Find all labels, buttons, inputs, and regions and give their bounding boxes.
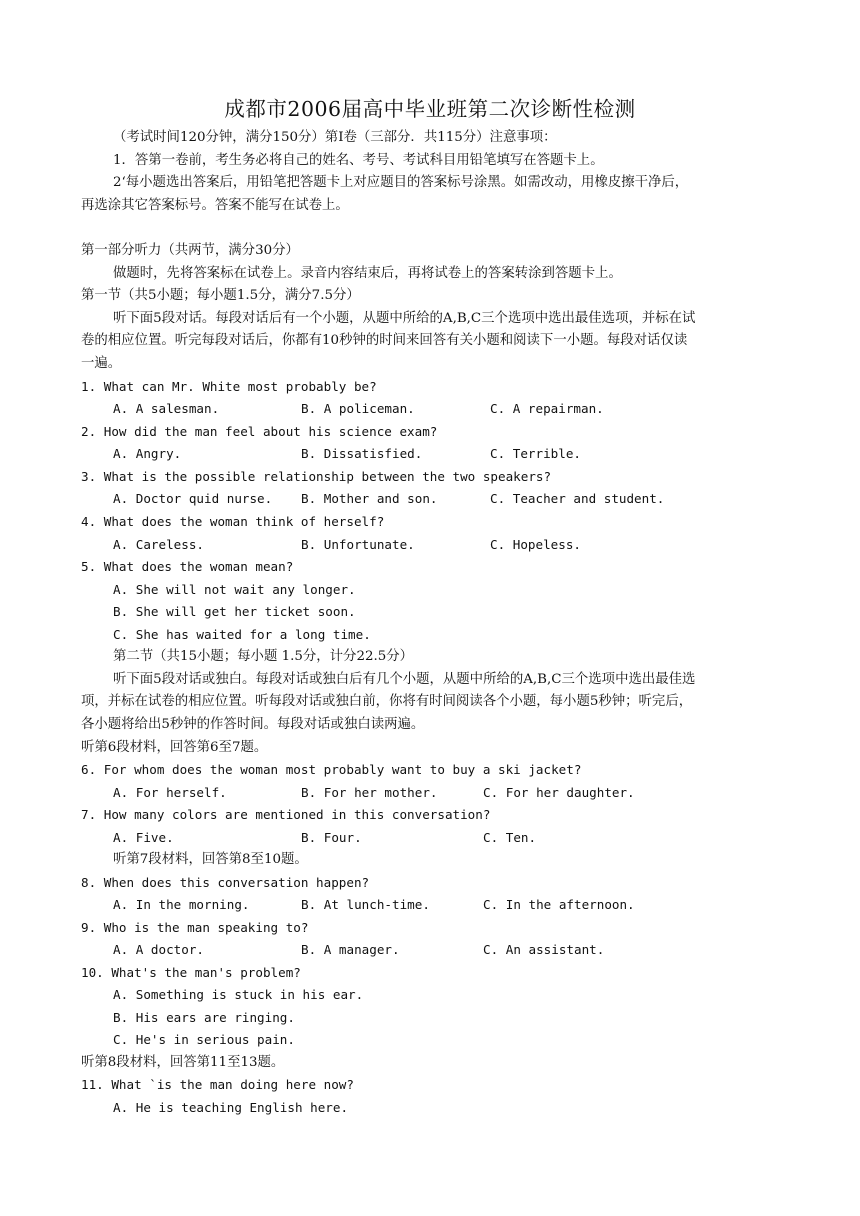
question-6-option-a: A. For herself. [113, 785, 227, 800]
question-3-option-c: C. Teacher and student. [490, 491, 665, 506]
question-4-stem: 4. What does the woman think of herself? [81, 514, 385, 529]
question-1-stem: 1. What can Mr. White most probably be? [81, 379, 377, 394]
section1-instruction-2: 卷的相应位置。听完每段对话后，你都有10秒钟的时间来回答有关小题和阅读下一小题。每段对话仅读 [81, 333, 688, 348]
question-7-stem: 7. How many colors are mentioned in this conversation? [81, 807, 491, 822]
question-7-option-a: A. Five. [113, 830, 174, 845]
question-5-stem: 5. What does the woman mean? [81, 559, 294, 574]
question-8-option-b: B. At lunch-time. [301, 897, 430, 912]
question-6-stem: 6. For whom does the woman most probably want to buy a ski jacket? [81, 762, 582, 777]
question-9-option-a: A. A doctor. [113, 942, 204, 957]
part1-instruction: 做题时，先将答案标在试卷上。录音内容结束后，再将试卷上的答案转涂到答题卡上。 [113, 266, 622, 281]
question-11-option-a: A. He is teaching English here. [113, 1100, 349, 1115]
exam-info: （考试时间120分钟，满分150分）第Ⅰ卷（三部分．共115分）注意事项： [113, 130, 557, 145]
question-9-stem: 9. Who is the man speaking to? [81, 920, 309, 935]
question-6-option-b: B. For her mother. [301, 785, 438, 800]
question-4-option-a: A. Careless. [113, 537, 204, 552]
note-2-line-2: 再选涂其它答案标号。答案不能写在试卷上。 [81, 198, 349, 213]
note-1: 1．答第一卷前，考生务必将自己的姓名、考号、考试科目用铅笔填写在答题卡上。 [113, 153, 604, 168]
section2-heading: 第二节（共15小题；每小题 1.5分，计分22.5分） [113, 649, 414, 664]
question-9-option-c: C. An assistant. [483, 942, 605, 957]
question-1-option-b: B. A policeman. [301, 401, 415, 416]
question-2-stem: 2. How did the man feel about his science exam? [81, 424, 438, 439]
question-2-option-c: C. Terrible. [490, 446, 581, 461]
question-2-option-b: B. Dissatisfied. [301, 446, 423, 461]
question-10-stem: 10. What's the man's problem? [81, 965, 301, 980]
section2-instruction-1: 听下面5段对话或独白。每段对话或独白后有几个小题，从题中所给的A,B,C三个选项中选出最佳选 [113, 672, 696, 687]
question-5-option-c: C. She has waited for a long time. [113, 627, 371, 642]
section1-heading: 第一节（共5小题；每小题1.5分，满分7.5分） [81, 288, 360, 303]
section1-instruction-1: 听下面5段对话。每段对话后有一个小题，从题中所给的A,B,C三个选项中选出最佳选项，并标在试 [113, 311, 696, 326]
question-4-option-c: C. Hopeless. [490, 537, 581, 552]
question-3-option-b: B. Mother and son. [301, 491, 438, 506]
section2-instruction-3: 各小题将给出5秒钟的作答时间。每段对话或独白读两遍。 [81, 717, 425, 732]
part1-heading: 第一部分听力（共两节，满分30分） [81, 243, 299, 258]
question-3-stem: 3. What is the possible relationship between the two speakers? [81, 469, 552, 484]
section2-instruction-2: 项，并标在试卷的相应位置。听每段对话或独白前，你将有时间阅读各个小题，每小题5秒钟；听完后， [81, 694, 693, 709]
note-2-line-1: 2‘每小题选出答案后，用铅笔把答题卡上对应题目的答案标号涂黑。如需改动，用橡皮擦干净后， [113, 175, 689, 190]
question-10-option-b: B. His ears are ringing. [113, 1010, 295, 1025]
question-8-stem: 8. When does this conversation happen? [81, 875, 370, 890]
question-4-option-b: B. Unfortunate. [301, 537, 415, 552]
question-8-option-c: C. In the afternoon. [483, 897, 635, 912]
question-5-option-a: A. She will not wait any longer. [113, 582, 356, 597]
question-1-option-c: C. A repairman. [490, 401, 604, 416]
question-2-option-a: A. Angry. [113, 446, 182, 461]
material-8-heading: 听第8段材料，回答第11至13题。 [81, 1055, 285, 1070]
question-8-option-a: A. In the morning. [113, 897, 250, 912]
question-9-option-b: B. A manager. [301, 942, 400, 957]
question-10-option-a: A. Something is stuck in his ear. [113, 987, 364, 1002]
question-11-stem: 11. What `is the man doing here now? [81, 1077, 354, 1092]
exam-title: 成都市2006届高中毕业班第二次诊断性检测 [224, 97, 636, 121]
question-7-option-b: B. Four. [301, 830, 362, 845]
material-7-heading: 听第7段材料，回答第8至10题。 [113, 852, 308, 867]
material-6-heading: 听第6段材料，回答第6至7题。 [81, 740, 268, 755]
question-1-option-a: A. A salesman. [113, 401, 220, 416]
question-7-option-c: C. Ten. [483, 830, 537, 845]
question-5-option-b: B. She will get her ticket soon. [113, 604, 356, 619]
section1-instruction-3: 一遍。 [81, 356, 122, 371]
question-3-option-a: A. Doctor quid nurse. [113, 491, 273, 506]
question-6-option-c: C. For her daughter. [483, 785, 635, 800]
question-10-option-c: C. He's in serious pain. [113, 1032, 295, 1047]
